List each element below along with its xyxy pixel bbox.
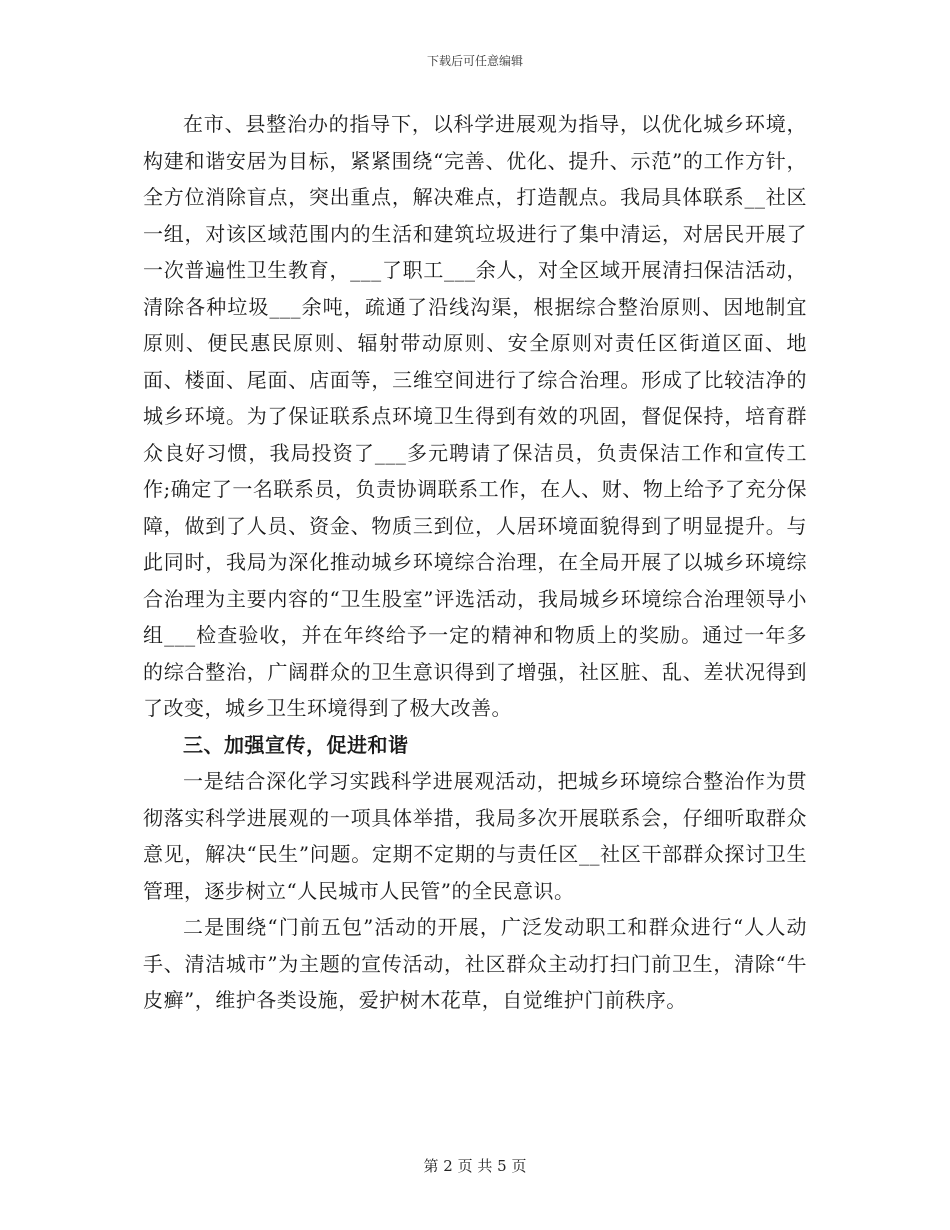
paragraph-second-measure: 二是围绕“门前五包”活动的开展，广泛发动职工和群众进行“人人动手、清洁城市”为主题的宣传活动，社区群众主动打扫门前卫生，清除“牛皮癣”，维护各类设施，爱护树木花草，自觉维护门前秩序。 xyxy=(143,915,807,1012)
document-body xyxy=(143,106,807,1019)
paragraph-environment-work: 在市、县整治办的指导下，以科学进展观为指导，以优化城乡环境，构建和谐安居为目标，紧紧围绕“完善、优化、提升、示范”的工作方针，全方位消除盲点，突出重点，解决难点，打造靓点。我局具体联系__社区一组，对该区域范围内的生活和建筑垃圾进行了集中清运，对居民开展了一次普遍性卫生教育，___了职工___余人，对全区域开展清扫保洁活动，清除各种垃圾___余吨，疏通了沿线沟渠，根据综合整治原则、因地制宜原则、便民惠民原则、辐射带动原则、安全原则对责任区街道区面、地面、楼面、尾面、店面等，三维空间进行了综合治理。形成了比较洁净的城乡环境。为了保证联系点环境卫生得到有效的巩固，督促保持，培育群众良好习惯，我局投资了___多元聘请了保洁员，负责保洁工作和宣传工作;确定了一名联系员，负责协调联系工作，在人、财、物上给予了充分保障，做到了人员、资金、物质三到位，人居环境面貌得到了明显提升。与此同时，我局为深化推动城乡环境综合治理，在全局开展了以城乡环境综合治理为主要内容的“卫生股室”评选活动，我局城乡环境综合治理领导小组___检查验收，并在年终给予一定的精神和物质上的奖励。通过一年多的综合整治，广阔群众的卫生意识得到了增强，社区脏、乱、差状况得到了改变，城乡卫生环境得到了极大改善。 xyxy=(143,112,807,720)
page-number-footer: 第 2 页 共 5 页 xyxy=(423,1157,527,1175)
paragraph-first-measure: 一是结合深化学习实践科学进展观活动，把城乡环境综合整治作为贯彻落实科学进展观的一项具体举措，我局多次开展联系会，仔细听取群众意见，解决“民生”问题。定期不定期的与责任区__社区干部群众探讨卫生管理，逐步树立“人民城市人民管”的全民意识。 xyxy=(143,769,807,903)
page-header: 下载后可任意编辑 xyxy=(426,54,523,68)
section-heading: 三、加强宣传，促进和谐 xyxy=(183,732,409,757)
